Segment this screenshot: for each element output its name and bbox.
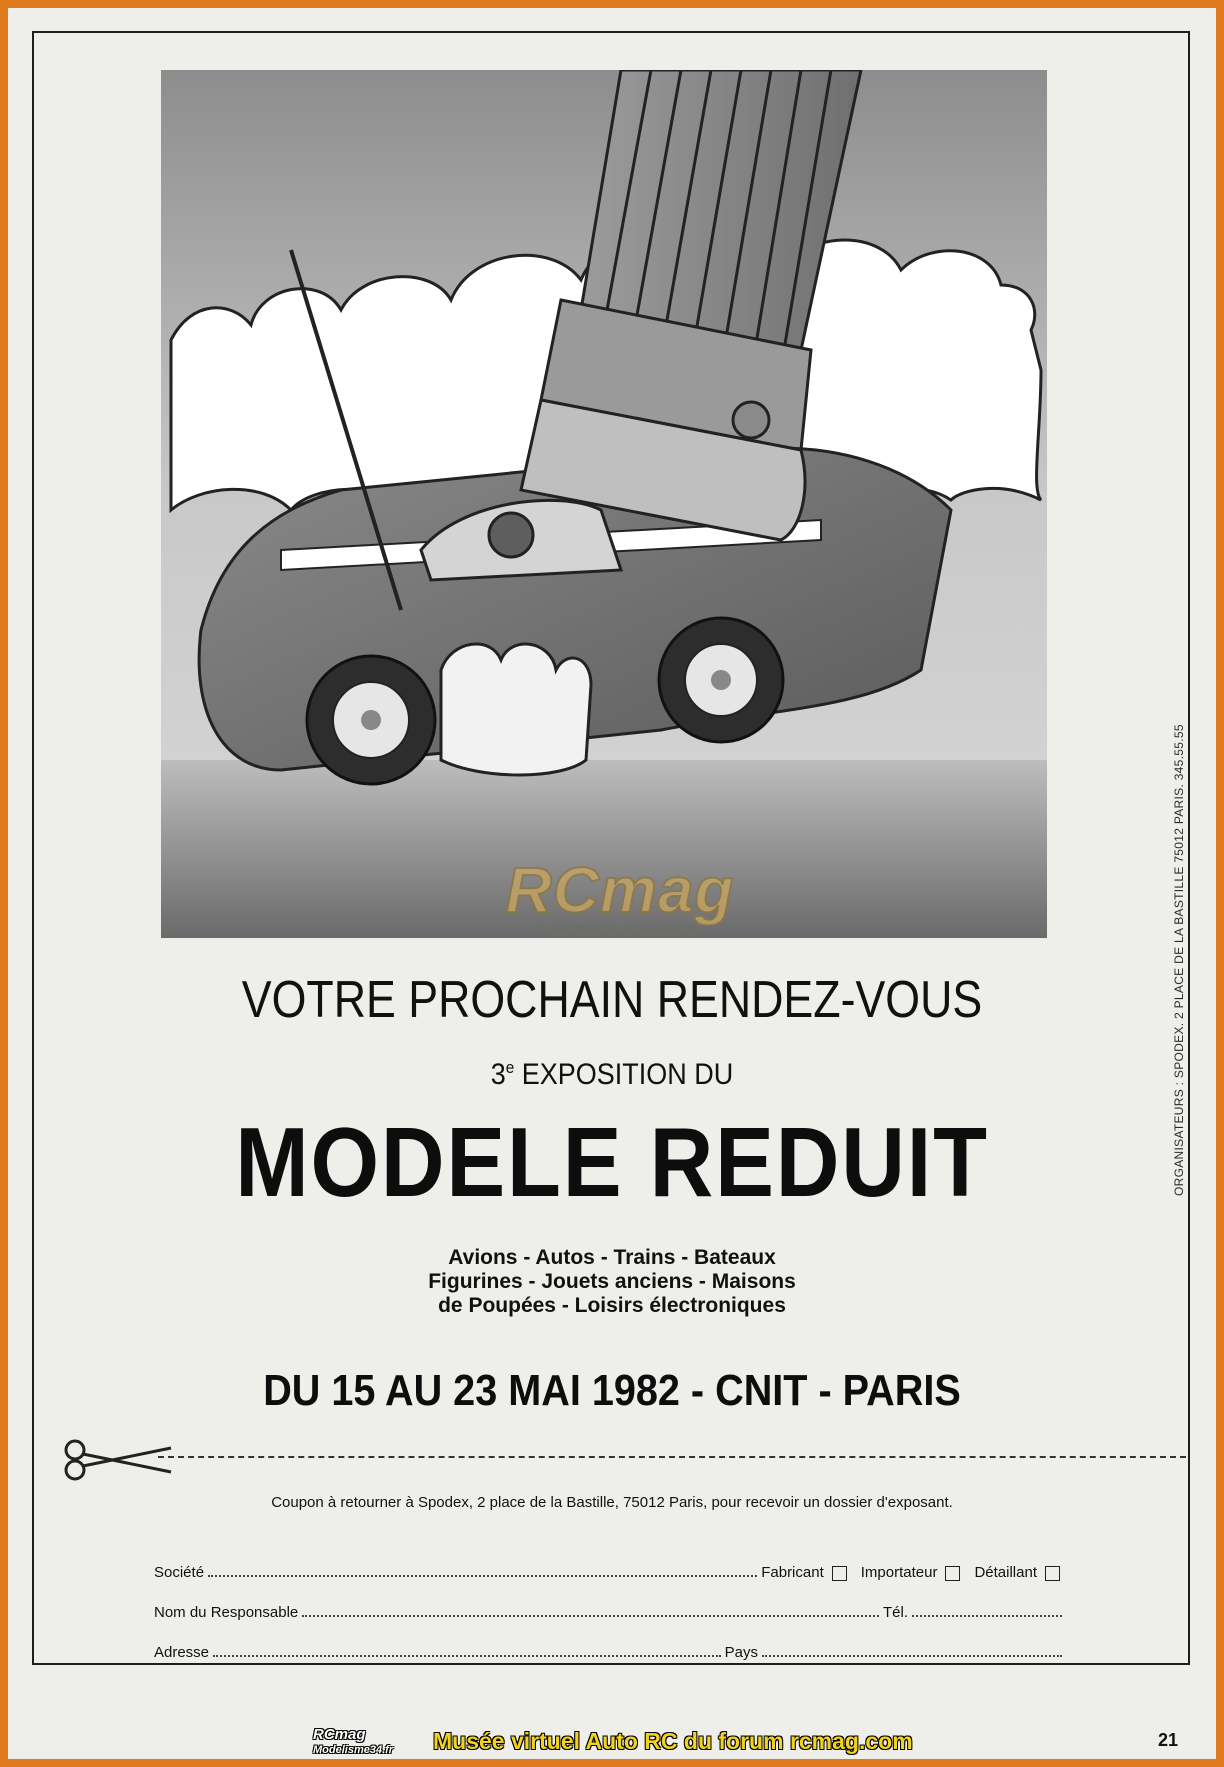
field-label-societe: Société: [154, 1564, 205, 1581]
option-importateur-label: Importateur: [860, 1564, 938, 1581]
event-dates: DU 15 AU 23 MAI 1982 - CNIT - PARIS: [263, 1366, 961, 1415]
organizer-text: ORGANISATEURS : SPODEX. 2 PLACE DE LA BASTILLE 75012 PARIS. 345.55.55: [1172, 724, 1186, 1196]
scissors-icon: [63, 1438, 173, 1482]
watermark-logo: RCmag: [505, 854, 735, 926]
ankle-bone: [733, 402, 769, 438]
rendezvous-heading: VOTRE PROCHAIN RENDEZ-VOUS: [241, 971, 983, 1029]
coupon-cut-line: [158, 1456, 1186, 1458]
hand-holding-car: [441, 644, 591, 775]
rcmag-watermark: [470, 853, 770, 935]
fabricant-checkbox[interactable]: [832, 1566, 847, 1581]
expo-text: EXPOSITION DU: [514, 1058, 734, 1091]
expo-suffix: e: [505, 1058, 515, 1077]
magazine-page: [8, 8, 1216, 1759]
foot-on-rc-car-drawing: [161, 70, 1047, 938]
tel-field[interactable]: [912, 1615, 1062, 1617]
option-detaillant-label: Détaillant: [974, 1564, 1037, 1581]
category-line: de Poupées - Loisirs électroniques: [438, 1294, 786, 1317]
exhibit-categories: [8, 1246, 1216, 1318]
coupon-row-societe: [154, 1564, 1074, 1581]
footer-logo-line2: Modelisme34.fr: [313, 1744, 394, 1756]
importateur-checkbox[interactable]: [945, 1566, 960, 1581]
category-line: Avions - Autos - Trains - Bateaux: [448, 1246, 776, 1269]
ad-illustration: [161, 70, 1047, 938]
responsable-field[interactable]: [302, 1615, 879, 1617]
adresse-field[interactable]: [213, 1655, 721, 1657]
exposition-heading: [68, 1058, 1155, 1092]
field-label-tel: Tél.: [882, 1604, 908, 1621]
expo-number: 3: [490, 1058, 506, 1091]
field-label-responsable: Nom du Responsable: [154, 1604, 299, 1621]
watermark-subtitle: Le Web Magazine du Modélisme RC: [540, 923, 700, 935]
driver-helmet: [489, 513, 533, 557]
field-label-adresse: Adresse: [154, 1644, 210, 1661]
pays-field[interactable]: [762, 1655, 1062, 1657]
page-number: 21: [1158, 1730, 1179, 1750]
option-fabricant-label: Fabricant: [761, 1564, 824, 1581]
footer-caption: Musée virtuel Auto RC du forum rcmag.com: [433, 1728, 913, 1754]
societe-field[interactable]: [208, 1575, 757, 1577]
coupon-row-responsable: [154, 1604, 1066, 1621]
detaillant-checkbox[interactable]: [1045, 1566, 1060, 1581]
field-label-pays: Pays: [724, 1644, 758, 1661]
footer-site-logo: [313, 1728, 393, 1757]
category-line: Figurines - Jouets anciens - Maisons: [428, 1270, 796, 1293]
coupon-instructions: Coupon à retourner à Spodex, 2 place de la Bastille, 75012 Paris, pour recevoir un dossier d'exposant.: [271, 1494, 953, 1511]
exhibition-title: MODELE REDUIT: [235, 1107, 989, 1217]
footer-logo-line1: RCmag: [313, 1726, 366, 1743]
coupon-row-adresse: [154, 1644, 1066, 1661]
